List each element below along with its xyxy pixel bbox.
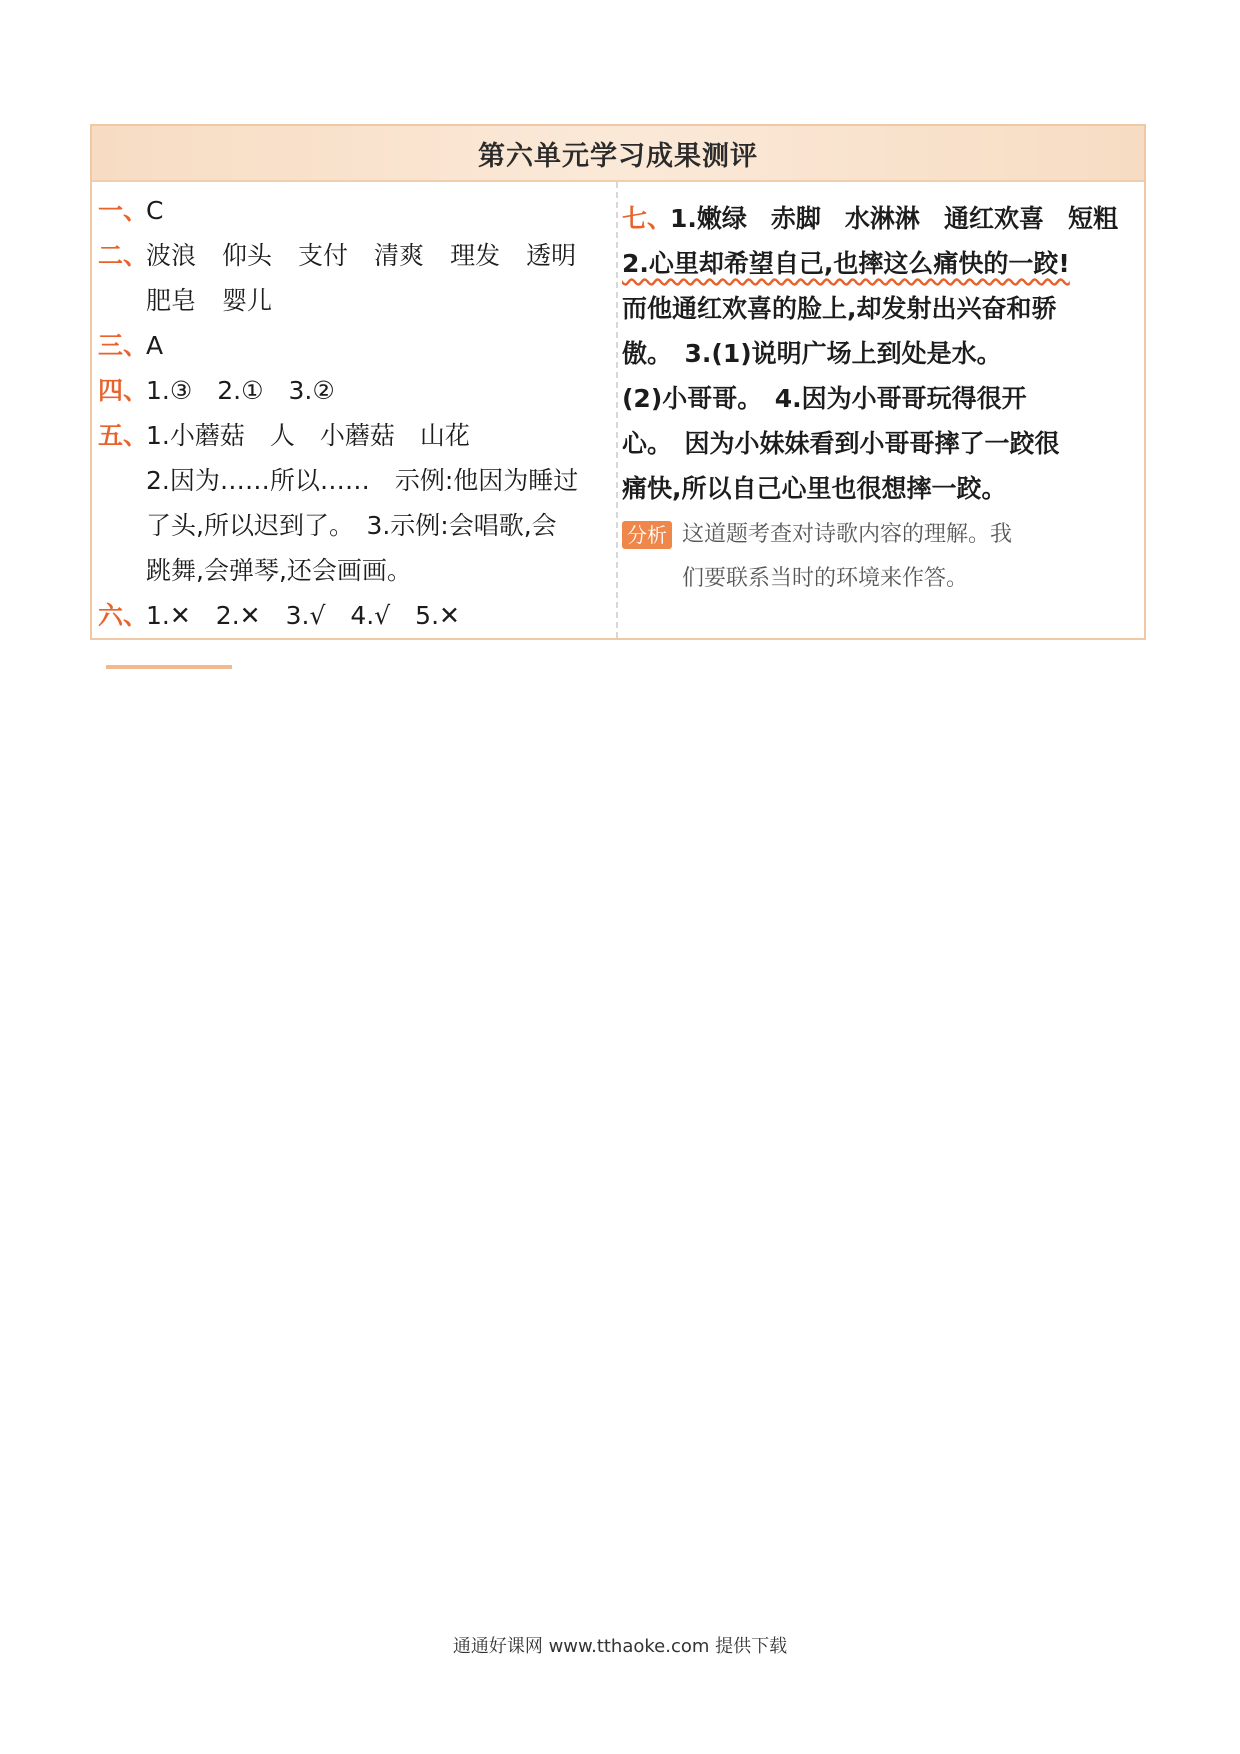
answer-block bbox=[670, 196, 1142, 241]
word: 透明 bbox=[526, 241, 577, 270]
question-number: 七、 bbox=[622, 204, 673, 233]
question-2 bbox=[98, 233, 612, 323]
right-column bbox=[622, 196, 1142, 601]
answer-text: C bbox=[146, 196, 164, 225]
answer-line: 傲。 3.(1)说明广场上到处是水。 bbox=[622, 339, 1002, 368]
word: 肥皂 bbox=[146, 286, 197, 315]
answer-text: 1.✕ 2.✕ 3.√ 4.√ 5.✕ bbox=[146, 601, 460, 630]
question-number: 三、 bbox=[98, 331, 149, 360]
answer-line: (2)小哥哥。 4.因为小哥哥玩得很开 bbox=[622, 384, 1027, 413]
answer-line: 心。 因为小妹妹看到小哥哥摔了一跤很 bbox=[622, 429, 1060, 458]
answer-words bbox=[146, 233, 612, 323]
answer-block bbox=[146, 413, 612, 593]
left-column bbox=[98, 188, 612, 638]
word: 水淋淋 bbox=[844, 204, 920, 233]
analysis-line: 这道题考查对诗歌内容的理解。我 bbox=[682, 522, 1013, 547]
word: 赤脚 bbox=[770, 204, 821, 233]
word: 婴儿 bbox=[222, 286, 273, 315]
word: 清爽 bbox=[374, 241, 425, 270]
analysis-badge: 分析 bbox=[622, 521, 672, 549]
question-number: 六、 bbox=[98, 601, 149, 630]
word-line-1 bbox=[670, 196, 1142, 241]
answer-line-wavy bbox=[622, 241, 1142, 286]
decorative-accent-line bbox=[106, 665, 232, 669]
page-title: 第六单元学习成果测评 bbox=[478, 140, 758, 172]
question-7 bbox=[622, 196, 1142, 241]
column-divider bbox=[616, 182, 618, 638]
question-number: 四、 bbox=[98, 376, 149, 405]
answer-paragraph bbox=[622, 241, 1142, 511]
answer-text: 1.③ 2.① 3.② bbox=[146, 376, 335, 405]
word: 短粗 bbox=[1067, 204, 1118, 233]
question-5 bbox=[98, 413, 612, 593]
word: 理发 bbox=[450, 241, 501, 270]
answer-line: 1.小蘑菇 人 小蘑菇 山花 bbox=[146, 421, 470, 450]
answer-line: 跳舞,会弹琴,还会画画。 bbox=[146, 556, 412, 585]
answer-line: 了头,所以迟到了。 3.示例:会唱歌,会 bbox=[146, 511, 557, 540]
word: 1.嫩绿 bbox=[670, 204, 747, 233]
answer-line: 痛快,所以自己心里也很想摔一跤。 bbox=[622, 474, 1007, 503]
analysis-line: 们要联系当时的环境来作答。 bbox=[682, 566, 969, 591]
analysis-note bbox=[622, 513, 1142, 601]
word-line-2 bbox=[146, 278, 612, 323]
word: 仰头 bbox=[222, 241, 273, 270]
answer-card bbox=[90, 124, 1146, 640]
word-line-1 bbox=[146, 233, 612, 278]
question-6 bbox=[98, 593, 612, 638]
card-header bbox=[92, 126, 1144, 182]
question-1 bbox=[98, 188, 612, 233]
word: 波浪 bbox=[146, 241, 197, 270]
answer-line: 2.因为……所以…… 示例:他因为睡过 bbox=[146, 466, 579, 495]
answer-text: A bbox=[146, 331, 164, 360]
word: 通红欢喜 bbox=[943, 204, 1044, 233]
question-number: 一、 bbox=[98, 196, 149, 225]
question-4 bbox=[98, 368, 612, 413]
analysis-text bbox=[682, 513, 1012, 601]
question-3 bbox=[98, 323, 612, 368]
question-number: 五、 bbox=[98, 421, 149, 450]
word: 支付 bbox=[298, 241, 349, 270]
answer-line: 而他通红欢喜的脸上,却发射出兴奋和骄 bbox=[622, 294, 1057, 323]
question-number: 二、 bbox=[98, 241, 149, 270]
wavy-underlined-text: 2.心里却希望自己,也摔这么痛快的一跤! bbox=[622, 249, 1070, 278]
footer-text: 通通好课网 www.tthaoke.com 提供下载 bbox=[452, 1636, 788, 1657]
